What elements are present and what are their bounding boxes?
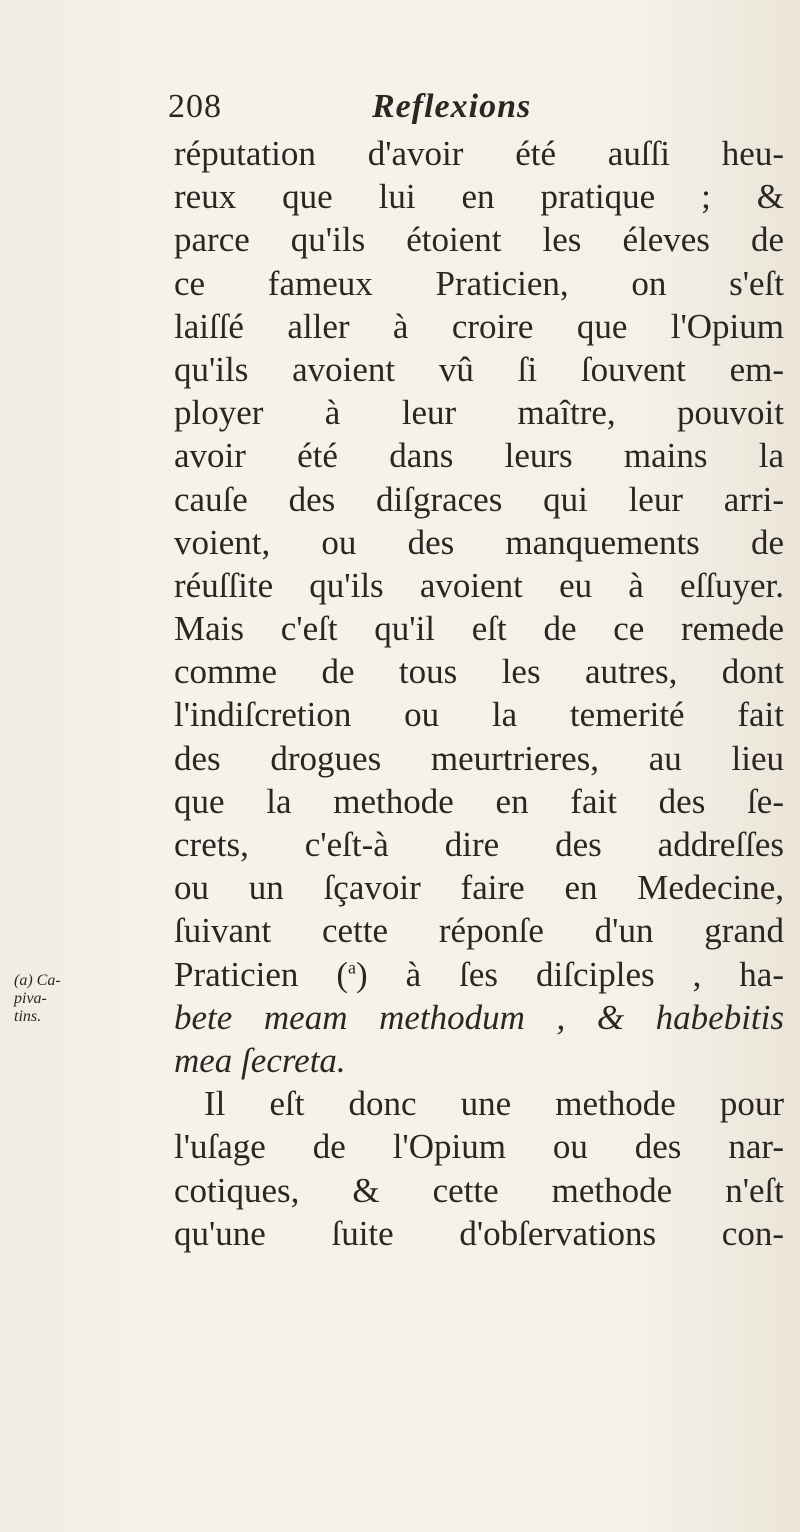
text-fragment: Praticien ( [174, 954, 349, 994]
text-line: ou un ſçavoir faire en Medecine, [174, 868, 784, 908]
margin-note-line: tins. [14, 1008, 42, 1025]
text-fragment: ) à ſes diſciples , ha- [356, 954, 784, 994]
text-line: qu'une ſuite d'obſervations con- [174, 1213, 784, 1253]
margin-note-line: (a) Ca- [14, 972, 61, 989]
text-line: reux que lui en pratique ; & [174, 177, 784, 217]
text-line: comme de tous les autres, dont [174, 652, 784, 692]
text-line: l'uſage de l'Opium ou des nar- [174, 1127, 784, 1167]
latin-quote-line: mea ſecreta. [174, 1040, 346, 1080]
body-text [174, 132, 784, 1255]
margin-note [14, 972, 74, 1026]
text-line: Il eſt donc une methode pour [204, 1084, 784, 1124]
text-line: des drogues meurtrieres, au lieu [174, 738, 784, 778]
text-line: cauſe des diſgraces qui leur arri- [174, 479, 784, 519]
text-line: ſuivant cette réponſe d'un grand [174, 911, 784, 951]
text-line: parce qu'ils étoient les éleves de [174, 220, 784, 260]
page-header [168, 88, 768, 128]
text-line: Mais c'eſt qu'il eſt de ce remede [174, 609, 784, 649]
text-line: qu'ils avoient vû ſi ſouvent em- [174, 349, 784, 389]
text-line: réputation d'avoir été auſſi heu- [174, 134, 784, 173]
text-line: laiſſé aller à croire que l'Opium [174, 306, 784, 346]
text-line: cotiques, & cette methode n'eſt [174, 1170, 784, 1210]
margin-note-line: piva- [14, 990, 47, 1007]
text-line: ce fameux Praticien, on s'eſt [174, 263, 784, 303]
text-line: l'indiſcretion ou la temerité fait [174, 695, 784, 735]
footnote-marker: a [348, 956, 357, 977]
text-line-with-footnote [174, 953, 784, 996]
page-number: 208 [168, 88, 222, 125]
text-line: ployer à leur maître, pouvoit [174, 393, 784, 433]
latin-quote-line: bete meam methodum , & habebitis [174, 997, 784, 1037]
running-title: Reflexions [372, 88, 532, 125]
text-line: avoir été dans leurs mains la [174, 436, 784, 476]
text-line: que la methode en fait des ſe- [174, 781, 784, 821]
text-line: voient, ou des manquements de [174, 522, 784, 562]
text-line: réuſſite qu'ils avoient eu à eſſuyer. [174, 565, 784, 605]
text-line: crets, c'eſt-à dire des addreſſes [174, 825, 784, 864]
